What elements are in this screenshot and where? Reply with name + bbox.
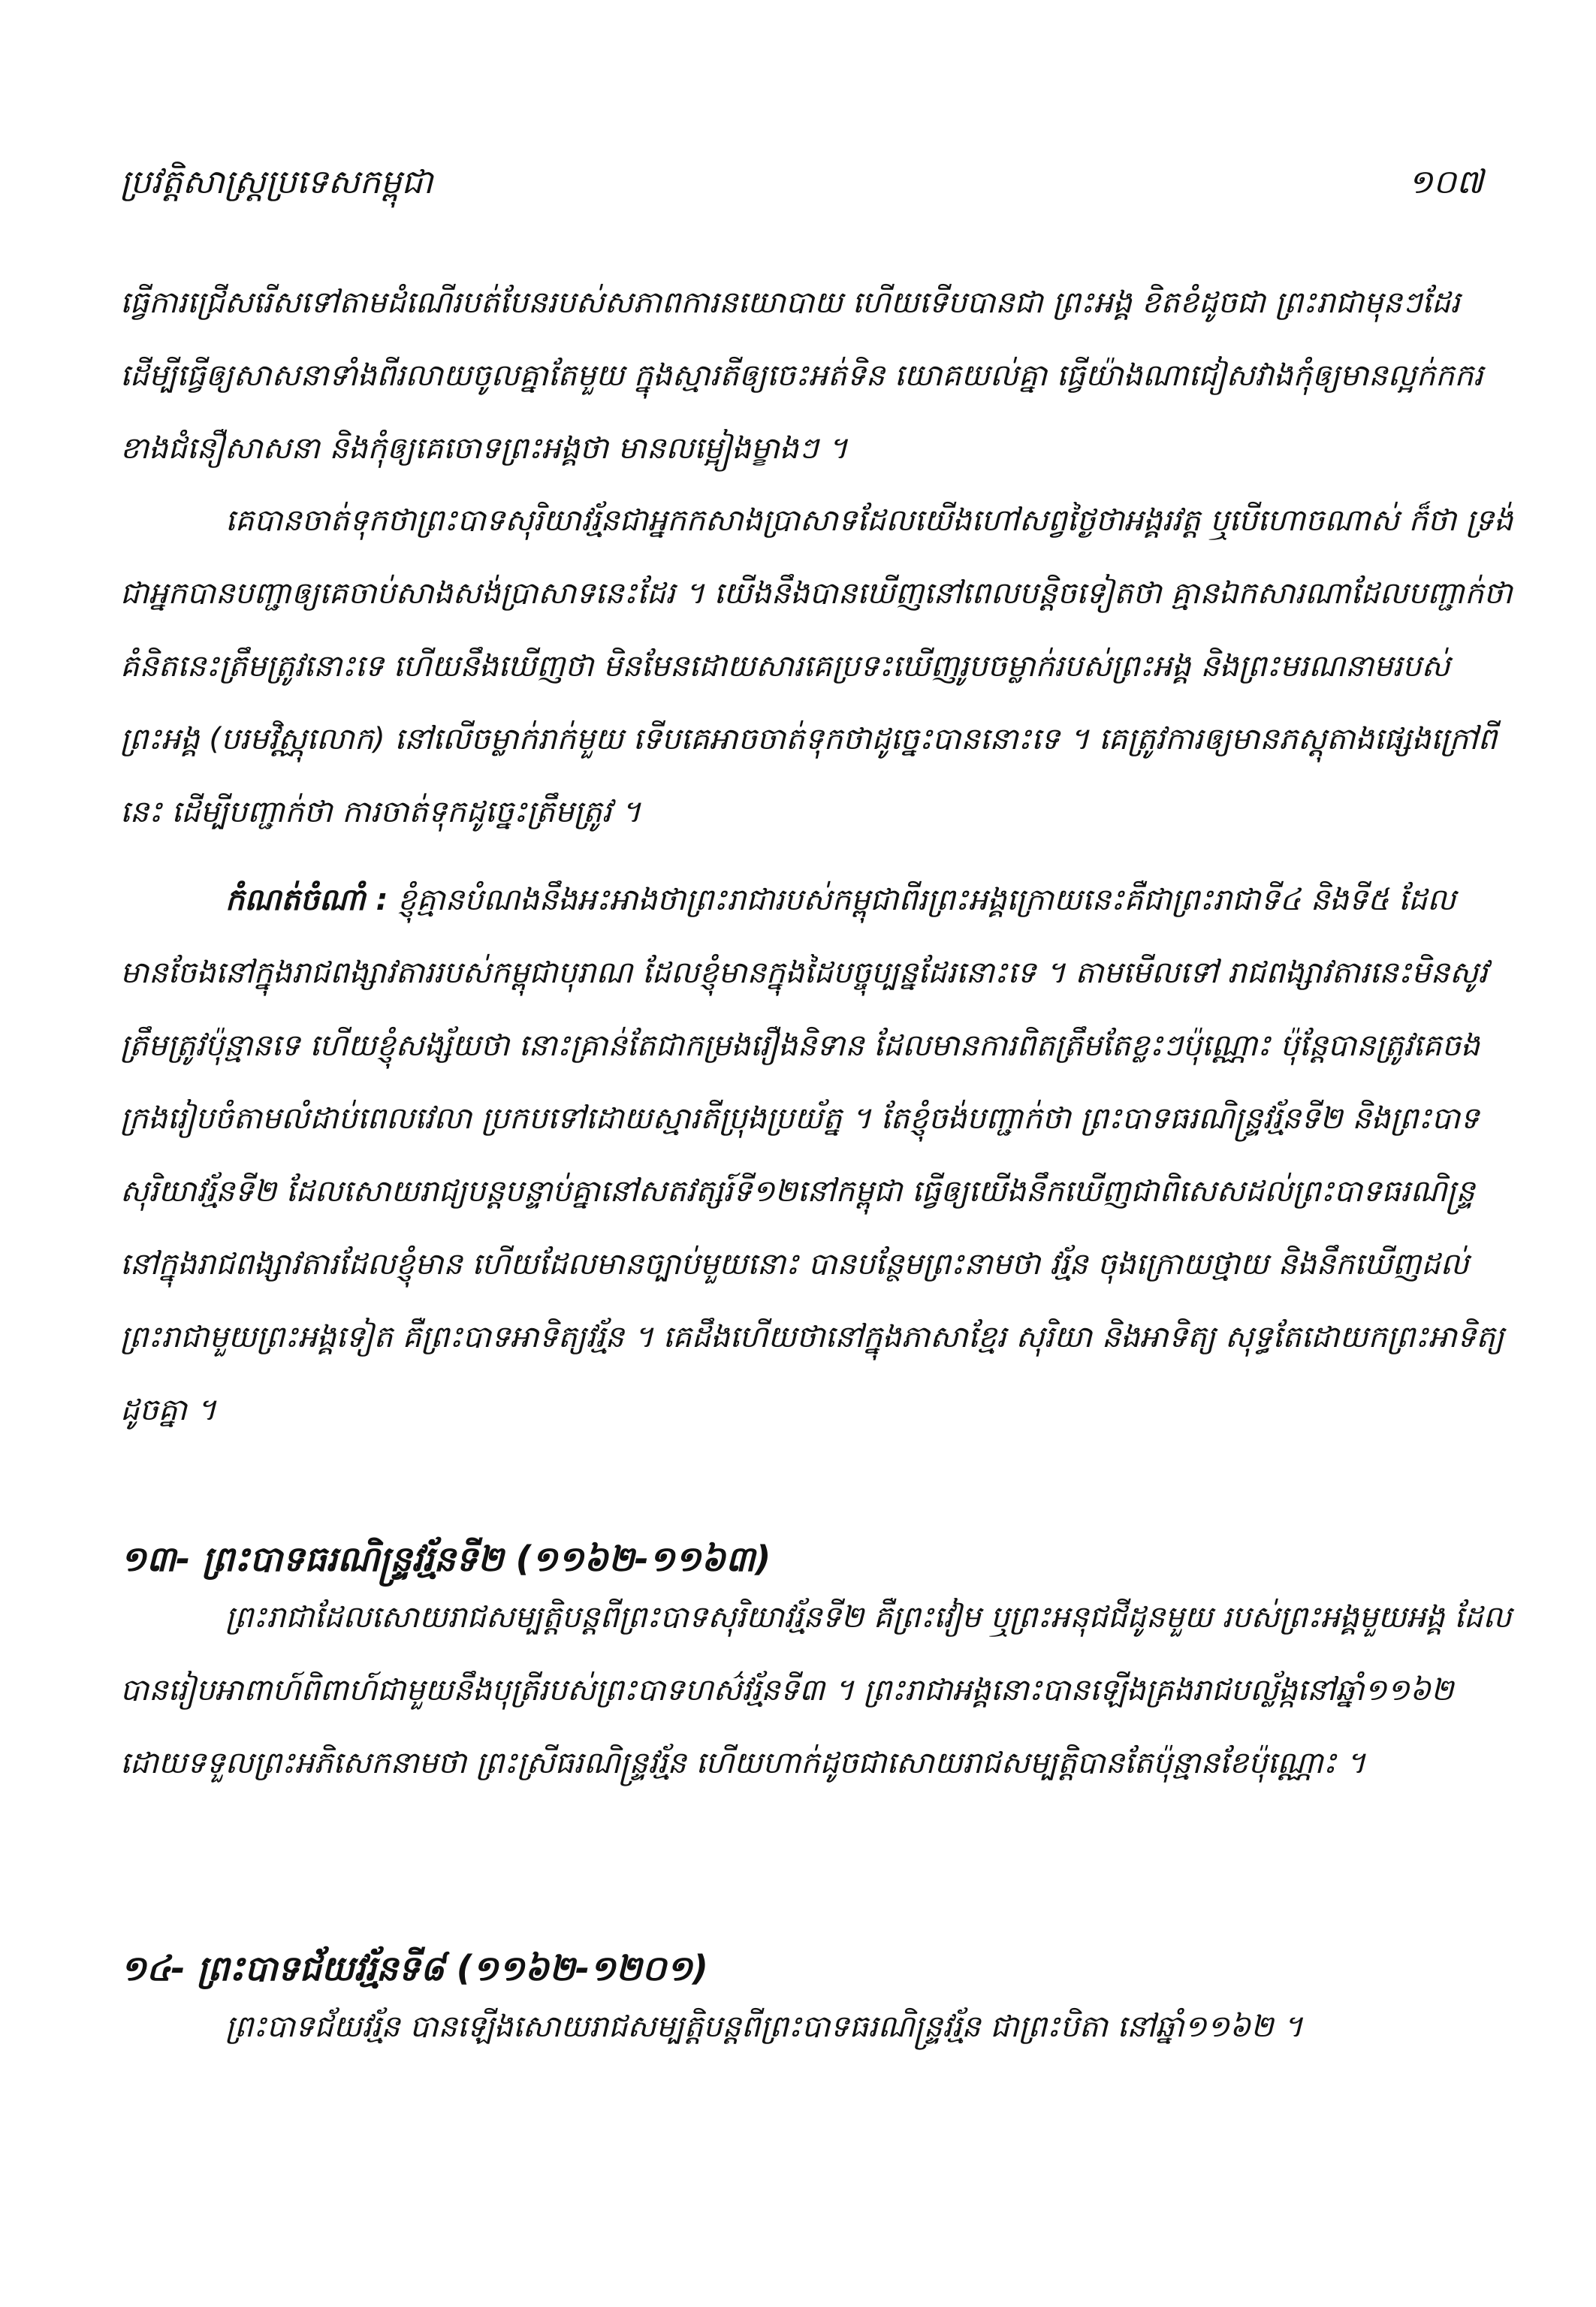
running-header bbox=[120, 162, 1483, 222]
paragraph-section-13: ព្រះរាជាដែលសោយរាជសម្បត្តិបន្តពីព្រះបាទសុរិយាវរ្ម័នទី២ គឺព្រះវៀម ឬព្រះអនុជជីដូនមួយ របស់ព្រះអង្គមួយអង្គ ដែលបានរៀបអាពាហ៍ពិពាហ៍ជាមួយនឹងបុត្រីរបស់ព្រះបាទហស៌វរ្ម័នទី៣ ។ ព្រះរាជាអង្គនោះបានឡើងគ្រងរាជបល្ល័ង្កនៅឆ្នាំ១១៦២ ដោយទទួលព្រះអភិសេកនាមថា ព្រះស្រីធរណិន្ទ្រវរ្ម័ន ហើយហាក់ដូចជាសោយរាជសម្បត្តិបានតែប៉ុន្មានខែប៉ុណ្ណោះ ។ bbox=[120, 1600, 1512, 1780]
note-text: ខ្ញុំគ្មានបំណងនឹងអះអាងថាព្រះរាជារបស់កម្ពុជាពីរព្រះអង្គក្រោយនេះគឺជាព្រះរាជាទី៤ និងទី៥ ដែលមានចែងនៅក្នុងរាជពង្សាវតាររបស់កម្ពុជាបុរាណ ដែលខ្ញុំមានក្នុងដៃបច្ចុប្បន្នដែរនោះទេ ។ តាមមើលទៅ រាជពង្សាវតារនេះមិនសូវត្រឹមត្រូវប៉ុន្មានទេ ហើយខ្ញុំសង្ស័យថា នោះគ្រាន់តែជាកម្រងរឿងនិទាន ដែលមានការពិតត្រឹមតែខ្លះៗប៉ុណ្ណោះ ប៉ុន្តែបានត្រូវគេចងក្រងរៀបចំតាមលំដាប់ពេលវេលា ប្រកបទៅដោយស្មារតីប្រុងប្រយ័ត្ន ។ តែខ្ញុំចង់បញ្ជាក់ថា ព្រះបាទធរណិន្ទ្រវរ្ម័នទី២ និងព្រះបាទសុរិយាវរ្ម័នទី២ ដែលសោយរាជ្យបន្តបន្ទាប់គ្នានៅសតវត្សរ៍ទី១២នៅកម្ពុជា ធ្វើឲ្យយើងនឹកឃើញជាពិសេសដល់ព្រះបាទធរណិន្ទ្រ នៅក្នុងរាជពង្សាវតារដែលខ្ញុំមាន ហើយដែលមានច្បាប់មួយនោះ បានបន្ថែមព្រះនាមថា វរ្ម័ន ចុងក្រោយថ្មាយ និងនឹកឃើញដល់ព្រះរាជាមួយព្រះអង្គទៀត គឺព្រះបាទអាទិត្យវរ្ម័ន ។ គេដឹងហើយថានៅក្នុងភាសាខ្មែរ សុរិយា និងអាទិត្យ សុទ្ធតែដោយកព្រះអាទិត្យដូចគ្នា ។ bbox=[120, 883, 1504, 1427]
section-heading-14: ១៤- ព្រះបាទជ័យវរ្ម័នទី៨ (១១៦២-១២០១) bbox=[120, 1948, 708, 1988]
paragraph-continuation: ធ្វើការជ្រើសរើសទៅតាមដំណើរបត់បែនរបស់សភាពការនយោបាយ ហើយទើបបានជា ព្រះអង្គ ខិតខំដូចជា ព្រះរាជាមុនៗដែរ ដើម្បីធ្វើឲ្យសាសនាទាំងពីរលាយចូលគ្នាតែមួយ ក្នុងស្មារតីឲ្យចេះអត់ទិន យោគយល់គ្នា ធ្វើយ៉ាងណាជៀសវាងកុំឲ្យមានល្អក់កករខាងជំនឿសាសនា និងកុំឲ្យគេចោទព្រះអង្គថា មានលម្អៀងម្ខាងៗ ។ bbox=[120, 285, 1483, 466]
section-heading-13: ១៣- ព្រះបាទធរណិន្ទ្រវរ្ម័នទី២ (១១៦២-១១៦៣) bbox=[120, 1539, 771, 1579]
page-number: ១០៧ bbox=[1407, 163, 1483, 201]
paragraph-note bbox=[120, 864, 1513, 1457]
paragraph-section-14: ព្រះបាទជ័យវរ្ម័ន បានឡើងសោយរាជសម្បត្តិបន្តពីព្រះបាទធរណិន្ទ្រវរ្ម័ន ជាព្រះបិតា នៅឆ្នាំ១១៦២ ។ bbox=[225, 2010, 1303, 2044]
paragraph-angkor-wat: គេបានចាត់ទុកថាព្រះបាទសុរិយាវរ្ម័នជាអ្នកកសាងប្រាសាទដែលយើងហៅសព្វថ្ងៃថាអង្គរវត្ត ឬបើហោចណាស់ ក៏ថា ទ្រង់ជាអ្នកបានបញ្ជាឲ្យគេចាប់សាងសង់ប្រាសាទនេះដែរ ។ យើងនឹងបានឃើញនៅពេលបន្តិចទៀតថា គ្មានឯកសារណាដែលបញ្ជាក់ថា គំនិតនេះត្រឹមត្រូវនោះទេ ហើយនឹងឃើញថា មិនមែនដោយសារគេប្រទះឃើញរូបចម្លាក់របស់ព្រះអង្គ និងព្រះមរណនាមរបស់ព្រះអង្គ (បរមវិស្ណុលោក) នៅលើចម្លាក់រាក់មួយ ទើបគេអាចចាត់ទុកថាដូច្នេះបាននោះទេ ។ គេត្រូវការឲ្យមានភស្តុតាងផ្សេងក្រៅពីនេះ ដើម្បីបញ្ជាក់ថា ការចាត់ទុកដូច្នេះត្រឹមត្រូវ ។ bbox=[120, 503, 1513, 829]
running-title: ប្រវត្តិសាស្ត្រប្រទេសកម្ពុជា bbox=[120, 163, 433, 201]
note-label: កំណត់ចំណាំ : bbox=[225, 883, 388, 917]
